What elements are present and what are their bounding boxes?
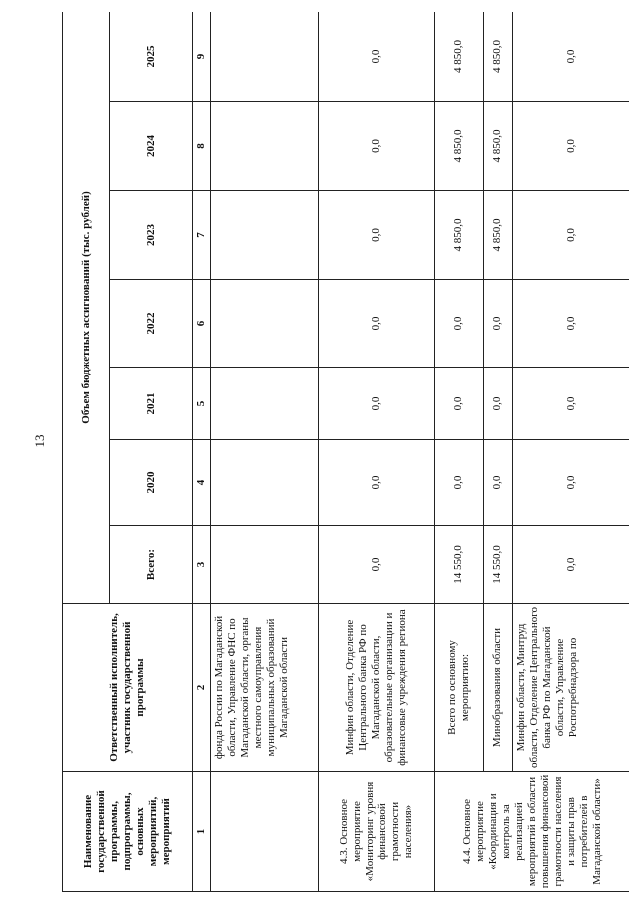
value-2024: 4 850,0 xyxy=(434,102,483,191)
value-2021: 0,0 xyxy=(434,368,483,440)
column-number: 4 xyxy=(193,440,211,526)
header-year-2023: 2023 xyxy=(110,191,193,280)
value-2023: 0,0 xyxy=(318,191,434,280)
value-2021: 0,0 xyxy=(483,368,512,440)
row-name-cell: 4.4. Основное мероприятие «Координация и контроль за реализацией мероприятий в области повышения финансовой грамотности населения и защиты прав потребителей в Магаданской области» xyxy=(434,772,629,892)
column-number: 8 xyxy=(193,102,211,191)
value-2023 xyxy=(210,191,318,280)
row-executor-cell: Всего по основному мероприятию: xyxy=(434,604,483,772)
value-2024: 4 850,0 xyxy=(483,102,512,191)
value-total: 14 550,0 xyxy=(434,526,483,604)
value-2023: 4 850,0 xyxy=(434,191,483,280)
column-number: 2 xyxy=(193,604,211,772)
table-row xyxy=(512,12,629,892)
column-number: 3 xyxy=(193,526,211,604)
row-name-cell xyxy=(210,772,318,892)
value-2025: 4 850,0 xyxy=(434,12,483,102)
header-total: Всего: xyxy=(110,526,193,604)
value-2025: 0,0 xyxy=(512,12,629,102)
value-total: 0,0 xyxy=(318,526,434,604)
header-name: Наименование государственной программы, подпрограммы, основных мероприятий, мероприятий xyxy=(63,772,193,892)
value-total xyxy=(210,526,318,604)
value-2020: 0,0 xyxy=(483,440,512,526)
value-2020: 0,0 xyxy=(512,440,629,526)
header-executor: Ответственный исполнитель, участник государственной программы xyxy=(63,604,193,772)
row-name-cell: 4.3. Основное мероприятие «Мониторинг уровня финансовой грамотности населения» xyxy=(318,772,434,892)
row-executor-cell: Минфин области, Минтруд области, Отделение Центрального банка РФ по Магаданской области, Управление Роспотребнадзора по xyxy=(512,604,629,772)
row-executor-cell: Минфин области, Отделение Центрального банка РФ по Магаданской области, образовательные организации и финансовые учреждения региона xyxy=(318,604,434,772)
page-number: 13 xyxy=(32,434,47,448)
value-2024: 0,0 xyxy=(512,102,629,191)
row-executor-cell: Минобразования области xyxy=(483,604,512,772)
value-2020: 0,0 xyxy=(434,440,483,526)
column-number: 1 xyxy=(193,772,211,892)
table-viewport xyxy=(62,12,629,892)
value-2025 xyxy=(210,12,318,102)
column-number: 6 xyxy=(193,280,211,368)
table-row xyxy=(434,12,483,892)
value-2025: 4 850,0 xyxy=(483,12,512,102)
header-year-2024: 2024 xyxy=(110,102,193,191)
table-row xyxy=(318,12,434,892)
value-2020: 0,0 xyxy=(318,440,434,526)
header-year-2021: 2021 xyxy=(110,368,193,440)
column-number: 9 xyxy=(193,12,211,102)
table-row xyxy=(210,12,318,892)
value-total: 0,0 xyxy=(512,526,629,604)
landscape-page xyxy=(62,12,629,892)
header-year-2022: 2022 xyxy=(110,280,193,368)
value-2024: 0,0 xyxy=(318,102,434,191)
column-number: 7 xyxy=(193,191,211,280)
value-2020 xyxy=(210,440,318,526)
value-2022: 0,0 xyxy=(318,280,434,368)
value-2021 xyxy=(210,368,318,440)
value-2022: 0,0 xyxy=(512,280,629,368)
value-2025: 0,0 xyxy=(318,12,434,102)
value-2021: 0,0 xyxy=(318,368,434,440)
header-budget-group: Объем бюджетных ассигнований (тыс. рублей) xyxy=(63,12,110,604)
value-2023: 0,0 xyxy=(512,191,629,280)
value-2022 xyxy=(210,280,318,368)
row-executor-cell: фонда России по Магаданской области, Управление ФНС по Магаданской области, органы местного самоуправления муниципальных образований Магаданской области xyxy=(210,604,318,772)
value-2022: 0,0 xyxy=(483,280,512,368)
table-row xyxy=(483,12,512,892)
column-number: 5 xyxy=(193,368,211,440)
value-2024 xyxy=(210,102,318,191)
value-2021: 0,0 xyxy=(512,368,629,440)
header-year-2025: 2025 xyxy=(110,12,193,102)
column-number-row xyxy=(193,12,211,892)
value-total: 14 550,0 xyxy=(483,526,512,604)
header-year-2020: 2020 xyxy=(110,440,193,526)
budget-table xyxy=(62,12,629,892)
value-2022: 0,0 xyxy=(434,280,483,368)
value-2023: 4 850,0 xyxy=(483,191,512,280)
